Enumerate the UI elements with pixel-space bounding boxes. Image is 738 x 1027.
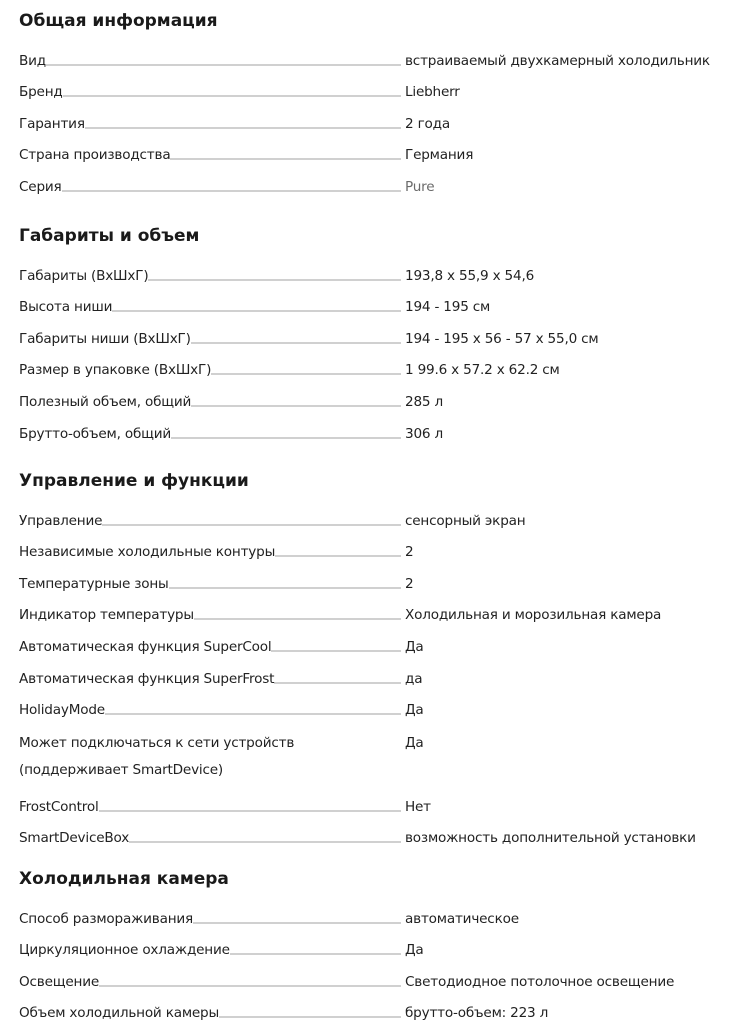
dotted-leader (171, 437, 401, 439)
spec-label: Бренд (19, 84, 63, 101)
spec-label: Способ размораживания (19, 910, 194, 927)
dotted-leader (105, 713, 401, 715)
spec-row (19, 821, 738, 853)
spec-row-warranty (19, 106, 738, 138)
dotted-leader (211, 373, 401, 375)
dotted-leader (46, 64, 401, 66)
spec-row-brand (19, 75, 738, 107)
spec-label: FrostControl (19, 798, 99, 815)
section-title: Общая информация (19, 11, 218, 31)
spec-label: Циркуляционное охлаждение (19, 942, 230, 959)
dotted-leader (99, 985, 401, 987)
spec-value: Германия (405, 147, 474, 164)
spec-value: 193,8 x 55,9 x 54,6 (405, 267, 535, 284)
spec-value: встраиваемый двухкамерный холодильник (405, 52, 710, 69)
spec-value: Холодильная и морозильная камера (405, 607, 662, 624)
spec-row-series (19, 169, 738, 201)
spec-label: Температурные зоны (19, 575, 169, 592)
spec-label: Автоматическая функция SuperFrost (19, 670, 275, 687)
spec-value: 285 л (405, 393, 443, 410)
dotted-leader (191, 342, 401, 344)
spec-value: 2 (405, 575, 414, 592)
dotted-leader (102, 524, 401, 526)
series-link[interactable]: Pure (405, 178, 435, 195)
spec-label: Размер в упаковке (ВxШxГ) (19, 362, 212, 379)
spec-row (19, 693, 738, 725)
spec-label: Индикатор температуры (19, 607, 194, 624)
section-title: Холодильная камера (19, 869, 229, 889)
section-dimensions (19, 224, 738, 448)
spec-label: Объем холодильной камеры (19, 1005, 220, 1022)
dotted-leader (99, 810, 401, 812)
spec-row (19, 503, 738, 535)
spec-label: Может подключаться к сети устройств (поддерживает SmartDevice) (19, 735, 295, 779)
dotted-leader (63, 95, 401, 97)
spec-label: Гарантия (19, 115, 85, 132)
section-fridge-compartment (19, 867, 738, 1027)
section-controls (19, 469, 738, 852)
spec-row (19, 996, 738, 1027)
spec-label: Высота ниши (19, 299, 113, 316)
spec-value: Да (405, 735, 424, 752)
spec-row-multiline (19, 724, 738, 789)
spec-value: 194 - 195 см (405, 299, 491, 316)
section-general (19, 9, 738, 201)
spec-label: Независимые холодильные контуры (19, 544, 276, 561)
dotted-leader (193, 922, 401, 924)
dotted-leader (112, 310, 401, 312)
spec-label: Управление (19, 512, 103, 529)
spec-row (19, 933, 738, 965)
spec-label: Освещение (19, 973, 100, 990)
dotted-leader (271, 650, 401, 652)
spec-value: сенсорный экран (405, 512, 526, 529)
spec-row (19, 535, 738, 567)
spec-row (19, 901, 738, 933)
spec-label: Габариты ниши (ВxШxГ) (19, 330, 191, 347)
spec-label: SmartDeviceBox (19, 830, 130, 847)
dotted-leader (170, 158, 401, 160)
spec-value: да (405, 670, 423, 687)
spec-value: 2 года (405, 115, 450, 132)
spec-row (19, 353, 738, 385)
section-title: Габариты и объем (19, 226, 200, 246)
spec-row (19, 964, 738, 996)
spec-row (19, 598, 738, 630)
spec-value: Нет (405, 798, 431, 815)
dotted-leader (169, 587, 401, 589)
spec-value: Да (405, 638, 424, 655)
spec-value: Да (405, 702, 424, 719)
spec-value: Светодиодное потолочное освещение (405, 973, 675, 990)
spec-value: Да (405, 942, 424, 959)
spec-label: Полезный объем, общий (19, 393, 192, 410)
dotted-leader (191, 405, 401, 407)
dotted-leader (129, 841, 401, 843)
spec-value: 1 99.6 x 57.2 x 62.2 см (405, 362, 560, 379)
section-title: Управление и функции (19, 471, 249, 491)
spec-value: 194 - 195 x 56 - 57 x 55,0 см (405, 330, 599, 347)
spec-value: 2 (405, 544, 414, 561)
dotted-leader (219, 1016, 401, 1018)
dotted-leader (230, 953, 401, 955)
dotted-leader (275, 555, 401, 557)
dotted-leader (194, 618, 401, 620)
spec-value: автоматическое (405, 910, 519, 927)
spec-label: Серия (19, 178, 62, 195)
spec-row-type (19, 43, 738, 75)
spec-row (19, 321, 738, 353)
spec-value: возможность дополнительной установки (405, 830, 696, 847)
spec-label: Брутто-объем, общий (19, 425, 171, 442)
spec-label: Автоматическая функция SuperCool (19, 638, 272, 655)
spec-value: брутто-объем: 223 л (405, 1005, 549, 1022)
spec-value: 306 л (405, 425, 443, 442)
dotted-leader (274, 682, 401, 684)
spec-row (19, 629, 738, 661)
spec-label: HolidayMode (19, 702, 105, 719)
dotted-leader (85, 127, 401, 129)
spec-value: Liebherr (405, 84, 460, 101)
spec-row (19, 416, 738, 448)
dotted-leader (62, 190, 402, 192)
spec-row (19, 384, 738, 416)
spec-row (19, 290, 738, 322)
spec-label: Габариты (ВxШxГ) (19, 267, 149, 284)
spec-row (19, 258, 738, 290)
dotted-leader (148, 279, 401, 281)
spec-row (19, 661, 738, 693)
spec-row (19, 789, 738, 821)
spec-label: Страна производства (19, 147, 171, 164)
spec-row (19, 566, 738, 598)
spec-row-country (19, 138, 738, 170)
spec-label: Вид (19, 52, 46, 69)
